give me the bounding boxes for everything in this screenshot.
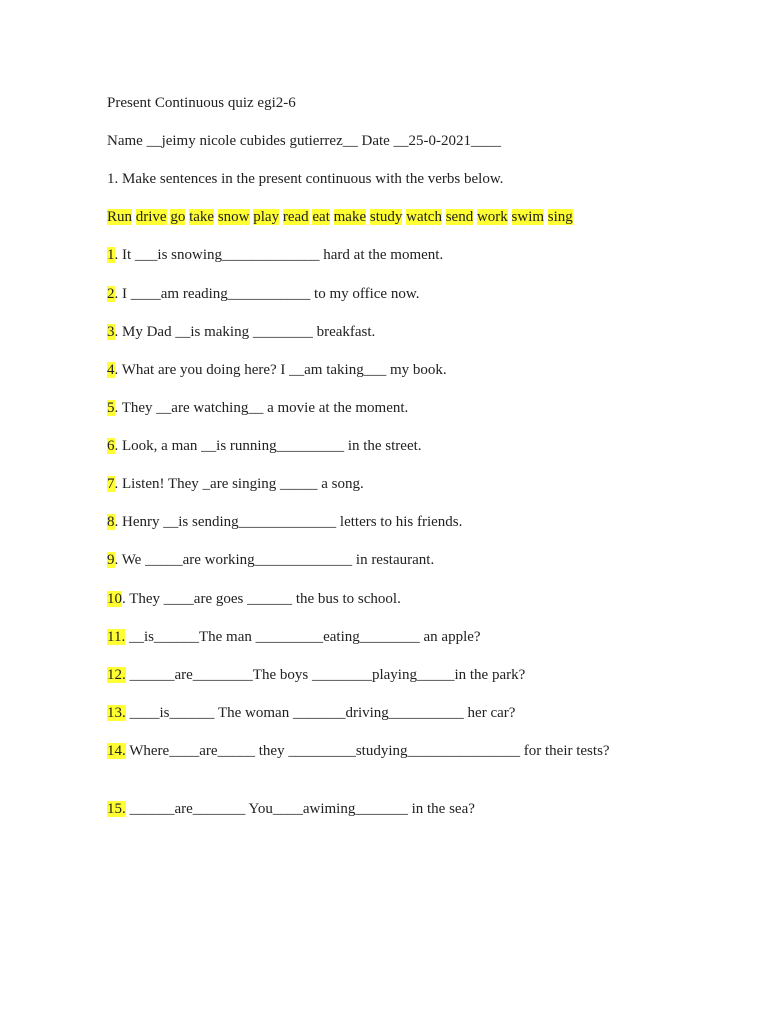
item-text: . They __are watching__ a movie at the moment.: [114, 400, 409, 416]
item-number: 3: [107, 324, 115, 340]
quiz-item: [107, 361, 447, 380]
item-number: 4: [107, 362, 115, 378]
verb-list: [107, 208, 573, 227]
quiz-item: [107, 742, 637, 761]
item-text: . What are you doing here? I __am taking___ my book.: [114, 362, 447, 378]
item-text: . Listen! They _are singing _____ a song.: [114, 476, 364, 492]
verb: drive: [135, 209, 167, 225]
item-number: 13.: [107, 705, 126, 721]
verb: make: [333, 209, 367, 225]
item-text: . My Dad __is making ________ breakfast.: [114, 324, 376, 340]
verb: Run: [107, 209, 133, 225]
item-text: . I ____am reading___________ to my office now.: [114, 286, 420, 302]
quiz-title: Present Continuous quiz egi2-6: [107, 95, 296, 111]
item-number: 6: [107, 438, 115, 454]
quiz-item: [107, 437, 422, 456]
verb: swim: [511, 209, 545, 225]
quiz-item: [107, 475, 364, 494]
quiz-item: [107, 800, 475, 819]
item-text: __is______The man _________eating________ an apple?: [125, 629, 481, 645]
item-number: 1: [107, 247, 115, 263]
item-text: . Henry __is sending_____________ letters to his friends.: [114, 514, 463, 530]
verb: eat: [312, 209, 330, 225]
verb: snow: [217, 209, 250, 225]
item-number: 5: [107, 400, 115, 416]
quiz-item: [107, 285, 419, 304]
verb: send: [445, 209, 474, 225]
verb: study: [369, 209, 403, 225]
verb: read: [282, 209, 309, 225]
item-text: . They ____are goes ______ the bus to school.: [122, 591, 401, 607]
verb: watch: [406, 209, 442, 225]
item-text: . We _____are working_____________ in restaurant.: [114, 552, 435, 568]
item-number: 15.: [107, 801, 126, 817]
item-number: 7: [107, 476, 115, 492]
verb: sing: [547, 209, 573, 225]
item-text: ____is______ The woman _______driving__________ her car?: [125, 705, 516, 721]
quiz-item: [107, 666, 525, 685]
instruction-text: 1. Make sentences in the present continuous with the verbs below.: [107, 171, 504, 187]
verb: take: [189, 209, 215, 225]
quiz-item: [107, 590, 401, 609]
item-text: . It ___is snowing_____________ hard at the moment.: [114, 247, 444, 263]
quiz-item: [107, 628, 481, 647]
item-number: 12.: [107, 667, 126, 683]
quiz-item: [107, 399, 408, 418]
item-text: Where____are_____ they _________studying_______________ for their tests?: [125, 743, 610, 759]
quiz-item: [107, 323, 375, 342]
verb: go: [170, 209, 186, 225]
verb: play: [253, 209, 280, 225]
item-text: ______are_______ You____awiming_______ in the sea?: [125, 801, 475, 817]
quiz-item: [107, 513, 462, 532]
item-number: 8: [107, 514, 115, 530]
item-text: ______are________The boys ________playing_____in the park?: [125, 667, 526, 683]
quiz-item: [107, 704, 515, 723]
item-number: 14.: [107, 743, 126, 759]
item-number: 11.: [107, 629, 126, 645]
quiz-item: [107, 551, 434, 570]
item-text: . Look, a man __is running_________ in the street.: [114, 438, 422, 454]
item-number: 9: [107, 552, 115, 568]
item-number: 10: [107, 591, 122, 607]
name-date-line: Name __jeimy nicole cubides gutierrez__ Date __25-0-2021____: [107, 133, 502, 149]
verb: work: [476, 209, 508, 225]
item-number: 2: [107, 286, 115, 302]
quiz-item: [107, 246, 443, 265]
